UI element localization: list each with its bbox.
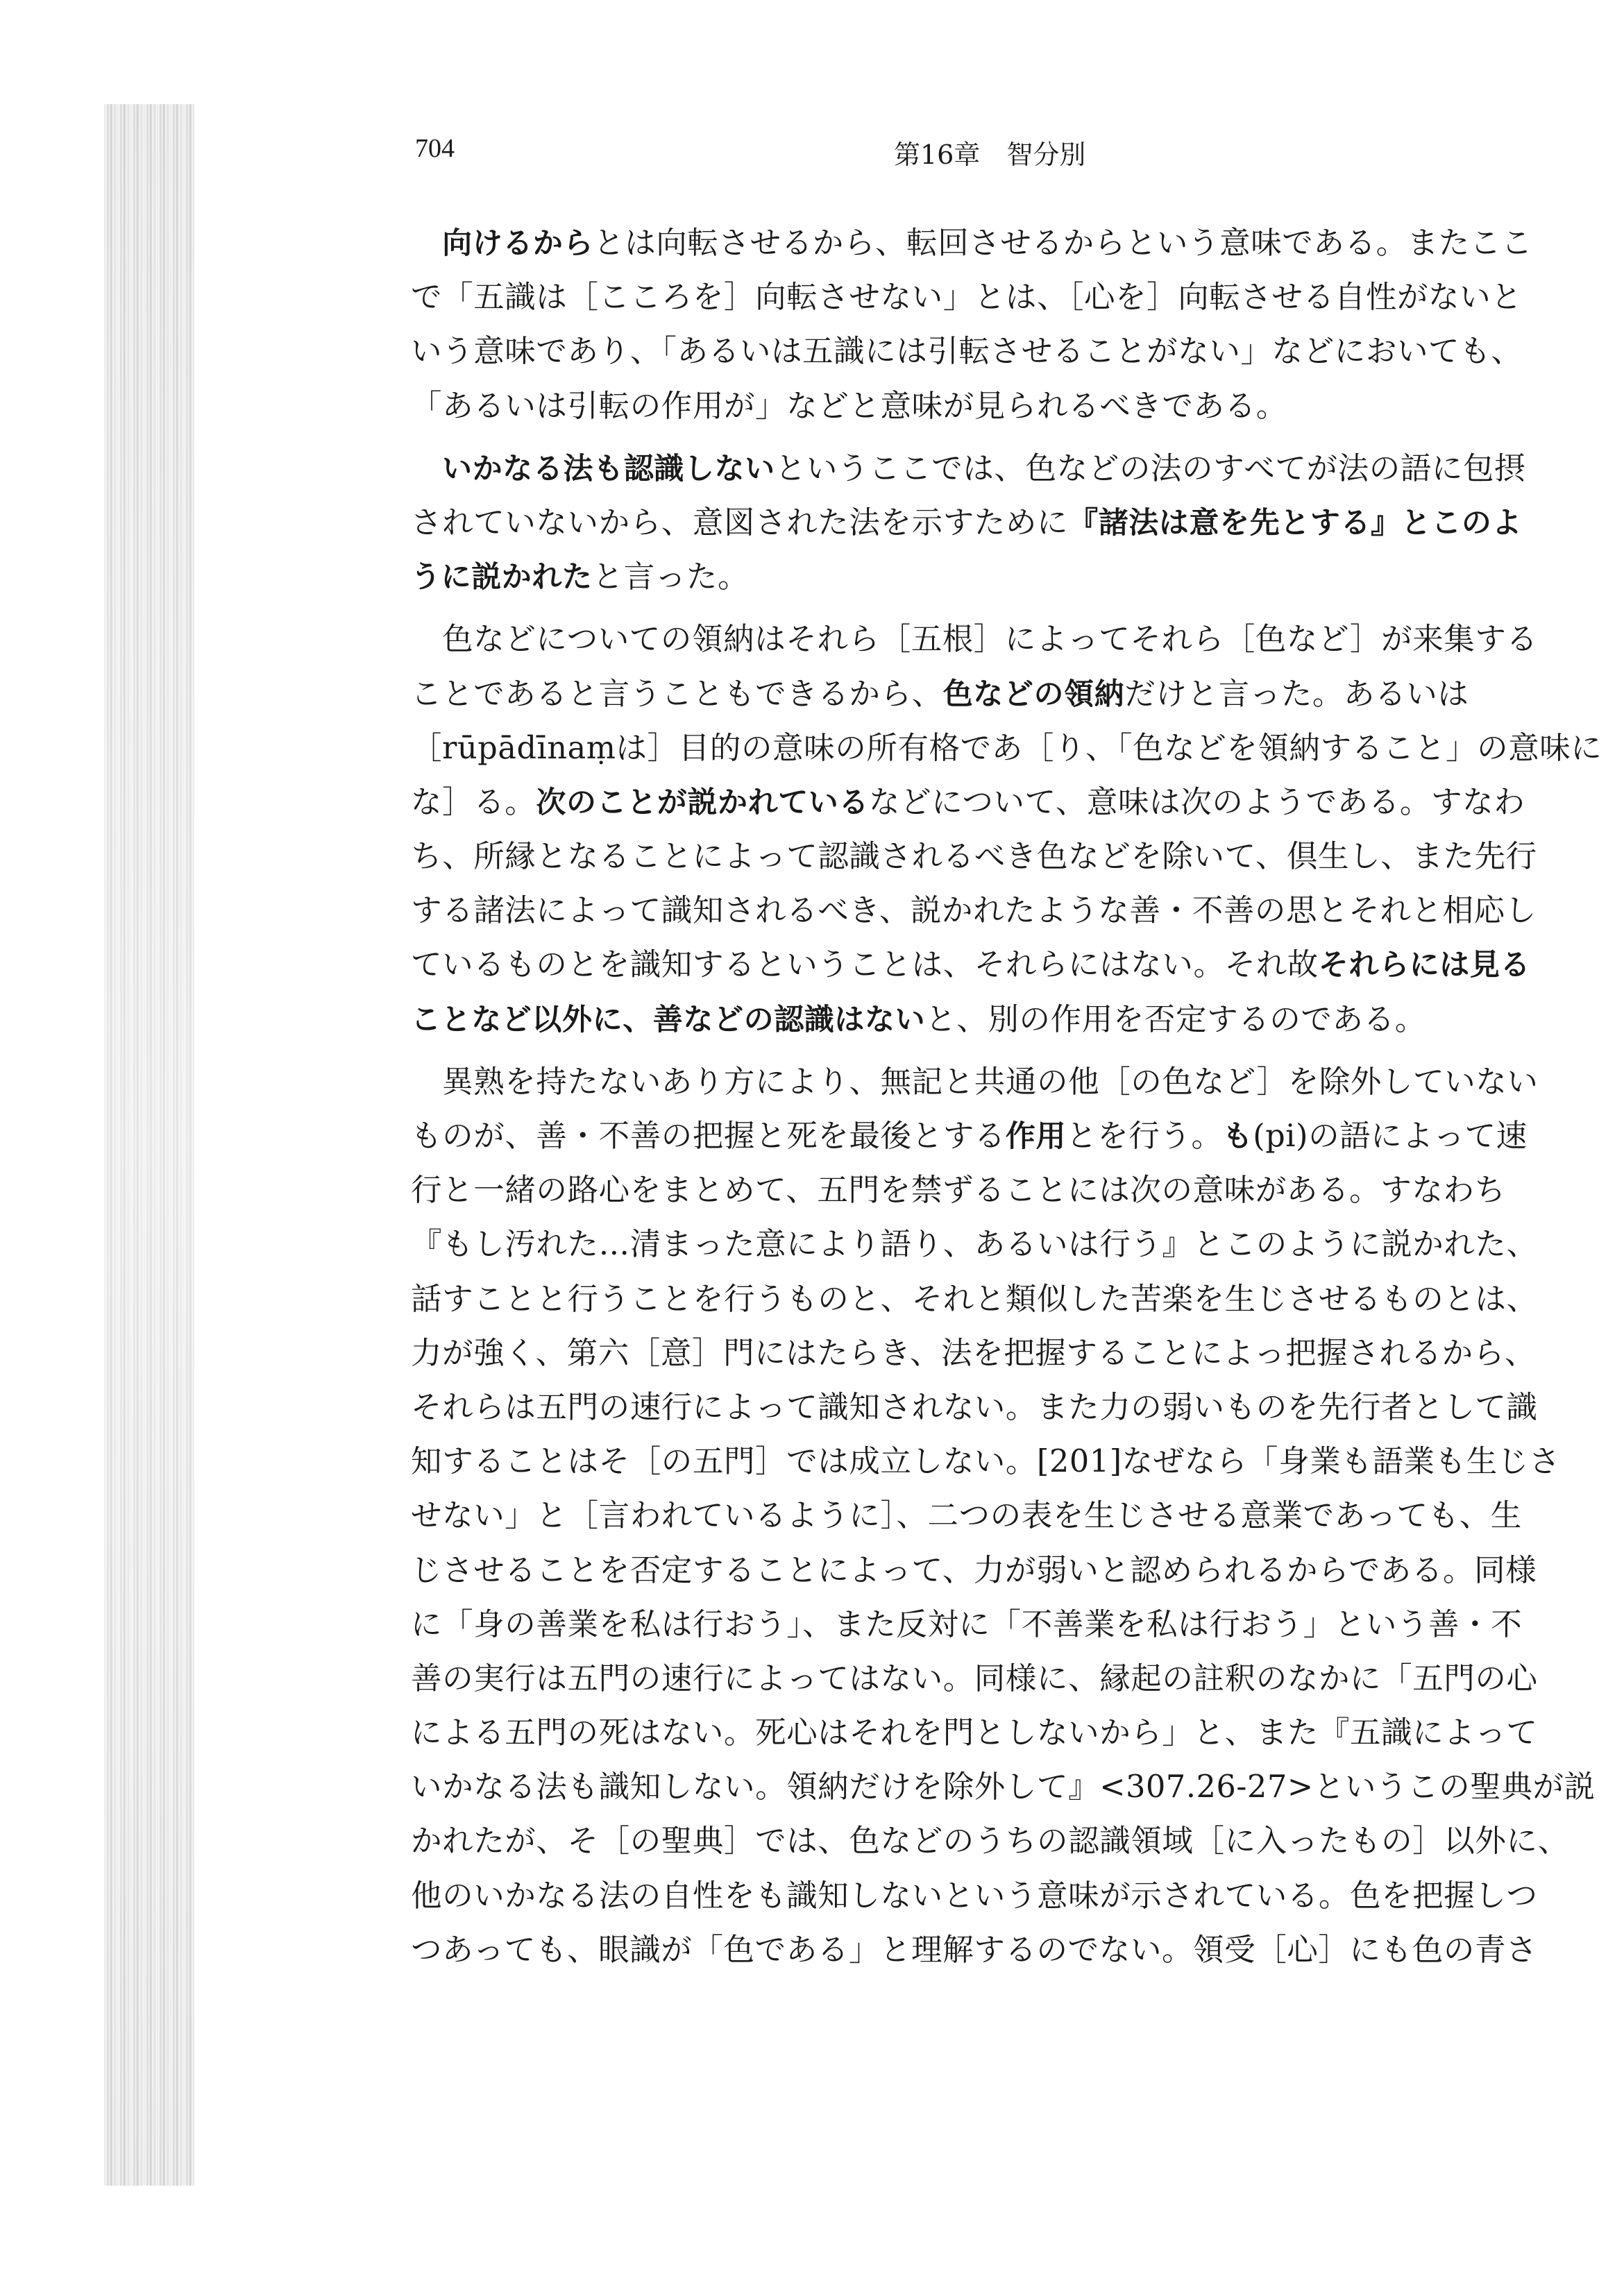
bold-term: も: [1222, 1119, 1253, 1154]
text-span: 力が強く、第六［意］門にはたらき、法を把握することによっ把握されるから、: [411, 1335, 1536, 1371]
text-span: ているものとを識知するということは、それらにはない。それ故: [411, 947, 1319, 983]
text-line: [411, 1435, 1584, 1489]
text-line: [411, 667, 1584, 722]
text-span: 色などについての領納はそれら［五根］によってそれら［色など］が来集する: [411, 622, 1538, 658]
text-line: [411, 1164, 1584, 1218]
text-line: [411, 1489, 1584, 1543]
text-line: [411, 1327, 1584, 1381]
bold-term: いかなる法も認識しない: [442, 451, 775, 486]
page-number: 704: [415, 134, 455, 163]
text-span: それらは五門の速行によって識知されない。また力の弱いものを先行者として識: [411, 1389, 1538, 1425]
text-line: [411, 830, 1584, 884]
text-line: [411, 1598, 1584, 1652]
text-line: [411, 613, 1584, 667]
text-span: [411, 226, 442, 261]
text-line: [411, 1218, 1584, 1272]
text-line: [411, 1055, 1584, 1109]
text-span: とは向転させるから、転回させるからという意味である。またここ: [593, 226, 1533, 261]
paragraph: [411, 613, 1602, 1047]
text-line: [411, 1923, 1584, 1978]
text-span: 善の実行は五門の速行によってはない。同様に、縁起の註釈のなかに「五門の心: [411, 1660, 1538, 1697]
text-line: [411, 216, 1584, 271]
text-span: いう意味であり、「あるいは五識には引転させることがない」などにおいても、: [411, 334, 1523, 370]
scan-shadow-edge: [104, 104, 194, 2186]
bold-term: 向けるから: [442, 226, 594, 261]
text-line: [411, 1652, 1584, 1706]
bold-term: 色などの領納: [942, 677, 1125, 712]
text-span: と、別の作用を否定するのである。: [925, 1001, 1426, 1037]
text-span: 他のいかなる法の自性をも識知しないという意味が示されている。色を把握しつ: [411, 1878, 1538, 1914]
text-span: 『もし汚れた…清まった意により語り、あるいは行う』とこのように説かれた、: [411, 1227, 1538, 1263]
text-line: [411, 776, 1584, 830]
text-span: 話すことと行うことを行うものと、それと類似した苦楽を生じさせるものとは、: [411, 1281, 1538, 1317]
text-span: ものが、善・不善の把握と死を最後とする: [411, 1119, 1006, 1154]
text-span: [411, 451, 442, 486]
text-span: で「五識は［こころを］向転させない」とは、［心を］向転させる自性がないと: [411, 280, 1523, 316]
text-span: 異熟を持たないあり方により、無記と共通の他［の色など］を除外していない: [411, 1064, 1539, 1100]
page-header: [0, 133, 1624, 175]
text-span: だけと言った。あるいは: [1124, 676, 1469, 712]
text-span: に「身の善業を私は行おう」、また反対に「不善業を私は行おう」という善・不: [411, 1606, 1523, 1642]
text-span: による五門の死はない。死心はそれを門としないから」と、また『五識によって: [411, 1715, 1538, 1751]
text-span: とを行う。: [1066, 1119, 1223, 1154]
text-span: 行と一緒の路心をまとめて、五門を禁ずることには次の意味がある。すなわち: [411, 1173, 1506, 1209]
text-line: [411, 938, 1584, 992]
text-line: [411, 442, 1584, 496]
bold-term: うに説かれた: [411, 560, 593, 595]
text-span: つあっても、眼識が「色である」と理解するのでない。領受［心］にも色の青さ: [411, 1932, 1538, 1968]
bold-term: それらには見る: [1318, 948, 1531, 983]
text-span: ことであると言うこともできるから、: [411, 676, 943, 712]
bold-term: 次のことが説かれている: [536, 785, 870, 820]
text-span: かれたが、そ［の聖典］では、色などのうちの認識領域［に入ったもの］以外に、: [411, 1823, 1569, 1860]
text-line: [411, 1544, 1584, 1598]
running-head: 第16章 智分別: [894, 139, 1086, 170]
text-span: されていないから、意図された法を示すために: [411, 504, 1069, 541]
text-span: ［rūpādīnaṃは］目的の意味の所有格であ［り、「色などを領納すること」の意味に: [411, 730, 1602, 766]
text-line: [411, 325, 1584, 379]
text-span: というここでは、色などの法のすべてが法の語に包摂: [775, 450, 1526, 486]
text-span: じさせることを否定することによって、力が弱いと認められるからである。同様: [411, 1552, 1537, 1588]
text-line: [411, 1706, 1584, 1760]
bold-term: ことなど以外に、善などの認識はない: [411, 1002, 926, 1037]
text-line: [411, 1109, 1584, 1164]
text-line: [411, 496, 1584, 550]
paragraph: [411, 1055, 1596, 1978]
bold-term: 作用: [1005, 1119, 1067, 1154]
text-line: [411, 1814, 1584, 1869]
text-line: [411, 884, 1584, 938]
text-span: な］る。: [411, 784, 536, 820]
text-line: [411, 1381, 1584, 1435]
text-span: 知することはそ［の五門］では成立しない。[201]なぜなら「身業も語業も生じさ: [411, 1444, 1561, 1480]
text-span: などについて、意味は次のようである。すなわ: [869, 784, 1525, 820]
text-span: せない」と［言われているように］、二つの表を生じさせる意業であっても、生: [411, 1498, 1522, 1534]
text-line: [411, 380, 1584, 434]
paragraph: [411, 442, 1584, 605]
paragraph: [411, 216, 1584, 434]
text-line: [411, 722, 1602, 776]
text-line: [411, 271, 1584, 325]
text-span: いかなる法も識知しない。領納だけを除外して』<307.26-27>というこの聖典が説: [411, 1769, 1596, 1805]
text-span: 「あるいは引転の作用が」などと意味が見られるべきである。: [411, 388, 1287, 424]
text-line: [411, 550, 1584, 604]
bold-term: 『諸法は意を先とする』とこのよ: [1068, 505, 1523, 541]
text-span: と言った。: [592, 559, 750, 595]
text-span: する諸法によって識知されるべき、説かれたような善・不善の思とそれと相応し: [411, 893, 1537, 929]
text-span: (pi)の語によって速: [1253, 1119, 1528, 1154]
text-line: [411, 1273, 1584, 1327]
text-span: ち、所縁となることによって認識されるべき色などを除いて、倶生し、また先行: [411, 839, 1537, 875]
body-text: [411, 216, 1602, 1986]
text-line: [411, 1760, 1596, 1814]
text-line: [411, 993, 1584, 1047]
text-line: [411, 1869, 1584, 1923]
